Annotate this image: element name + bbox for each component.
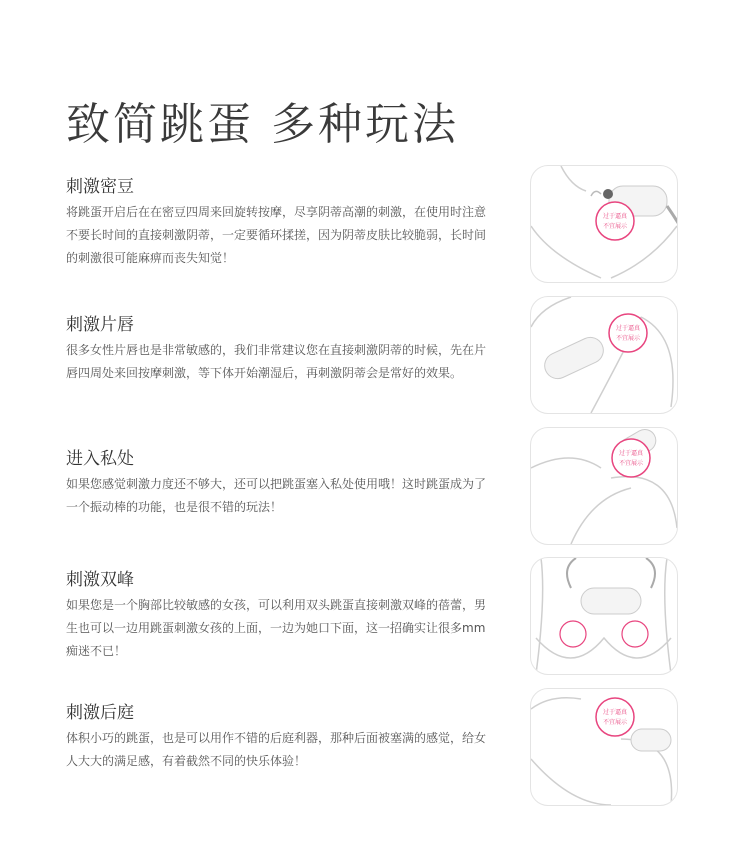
censor-badge bbox=[609, 314, 647, 352]
censor-badge-right bbox=[622, 621, 648, 647]
body-outline-icon bbox=[531, 428, 677, 544]
badge-line2: 不宜展示 bbox=[602, 719, 628, 726]
section-anal bbox=[66, 698, 486, 773]
section-body: 如果您感觉刺激力度还不够大，还可以把跳蛋塞入私处使用哦！这时跳蛋成为了一个振动棒的功能，也是很不错的玩法！ bbox=[66, 477, 487, 514]
section-breasts bbox=[66, 565, 486, 663]
badge-line1: 过于逼真 bbox=[615, 325, 641, 332]
section-heading: 进入私处 bbox=[66, 449, 134, 469]
badge-line2: 不宜展示 bbox=[602, 223, 628, 230]
section-heading: 刺激片唇 bbox=[66, 315, 134, 335]
section-body: 很多女性片唇也是非常敏感的，我们非常建议您在直接刺激阴蒂的时候，先在片唇四周处来回按摩刺激，等下体开始潮湿后，再刺激阴蒂会是常好的效果。 bbox=[66, 343, 487, 380]
section-clitoris bbox=[66, 172, 486, 270]
badge-line2: 不宜展示 bbox=[618, 460, 644, 467]
section-heading: 刺激密豆 bbox=[66, 177, 134, 197]
badge-line1: 过于逼真 bbox=[618, 450, 644, 457]
illustration-3 bbox=[530, 427, 678, 545]
censor-badge-left bbox=[560, 621, 586, 647]
body-outline-icon bbox=[531, 689, 677, 805]
section-labia bbox=[66, 310, 486, 385]
censor-badge bbox=[596, 698, 634, 736]
illustration-5 bbox=[530, 688, 678, 806]
illustration-2 bbox=[530, 296, 678, 414]
body-outline-icon bbox=[531, 297, 677, 413]
section-insertion bbox=[66, 444, 486, 519]
censor-badge bbox=[596, 202, 634, 240]
body-outline-icon bbox=[531, 558, 677, 674]
section-body: 体积小巧的跳蛋，也是可以用作不错的后庭利器，那种后面被塞满的感觉，给女人大大的满足感，有着截然不同的快乐体验！ bbox=[66, 731, 487, 768]
badge-line1: 过于逼真 bbox=[602, 709, 628, 716]
section-body: 如果您是一个胸部比较敏感的女孩，可以利用双头跳蛋直接刺激双峰的蓓蕾，男生也可以一边用跳蛋刺激女孩的上面，一边为她口下面，这一招确实让很多mm痴迷不已！ bbox=[66, 598, 487, 658]
illustration-4 bbox=[530, 557, 678, 675]
page-title: 致简跳蛋 多种玩法 bbox=[66, 99, 459, 150]
illustration-1 bbox=[530, 165, 678, 283]
section-body: 将跳蛋开启后在在密豆四周来回旋转按摩，尽享阴蒂高潮的刺激，在使用时注意不要长时间的直接刺激阴蒂，一定要循环揉搓，因为阴蒂皮肤比较脆弱，长时间的刺激很可能麻痹而丧失知觉！ bbox=[66, 205, 487, 265]
badge-line1: 过于逼真 bbox=[602, 213, 628, 220]
badge-line2: 不宜展示 bbox=[615, 335, 641, 342]
censor-badge bbox=[612, 439, 650, 477]
body-outline-icon bbox=[531, 166, 677, 282]
section-heading: 刺激双峰 bbox=[66, 570, 134, 590]
section-heading: 刺激后庭 bbox=[66, 703, 134, 723]
